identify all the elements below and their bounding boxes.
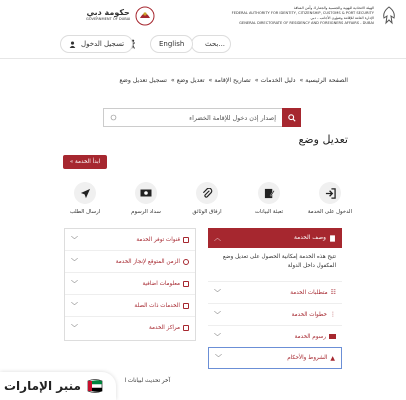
accordion-label: خطوات الخدمة — [291, 311, 327, 318]
step-label: ارسال الطلب — [69, 209, 101, 215]
accordion-fees[interactable] — [208, 325, 342, 347]
header-divider — [0, 58, 406, 59]
accordion-service-centers[interactable] — [65, 317, 195, 339]
accordion-label: مراكز الخدمة — [149, 325, 180, 331]
dubai-gov-logo[interactable] — [86, 4, 156, 28]
accordion-related-services[interactable] — [65, 295, 195, 317]
chevron-down-icon: ﹀ — [215, 354, 222, 362]
last-update-text: آخر تحديث لبيانات ا — [124, 378, 170, 384]
step-submit — [62, 182, 108, 215]
authority-line: FEDERAL AUTHORITY FOR IDENTITY, CITIZENSHIP, CUSTOMS & PORT SECURITY — [231, 11, 374, 15]
authority-line: الإدارة العامة للإقامة وشؤون الأجانب - دبي — [310, 16, 374, 20]
search-button[interactable] — [282, 108, 301, 127]
service-search — [103, 108, 301, 127]
accordion-additional-info[interactable] — [65, 273, 195, 295]
search-loading-icon — [110, 114, 117, 121]
chevron-down-icon: ﹀ — [214, 310, 221, 319]
language-pill[interactable] — [150, 34, 193, 54]
service-description-panel — [208, 228, 342, 373]
send-icon — [80, 188, 91, 199]
step-label: تعبئة البيانات — [254, 209, 284, 215]
search-pill[interactable] — [191, 34, 231, 54]
service-steps — [60, 182, 353, 222]
paperclip-icon — [202, 188, 213, 199]
device-icon — [183, 237, 189, 243]
building-icon — [183, 325, 189, 331]
step-login — [307, 182, 353, 215]
accordion-label: الخدمات ذات الصلة — [134, 302, 180, 309]
language-label: English — [159, 40, 185, 48]
list-icon: ☷ — [330, 289, 336, 296]
uae-flag-logo-icon — [86, 377, 104, 395]
clock-icon — [183, 259, 189, 265]
authority-line: الهيئة الاتحادية للهوية والجنسية والجمارك وأمن المنافذ — [293, 6, 374, 10]
service-description-text: تتيح هذه الخدمة إمكانية الحصول على تعديل وضع المكفول داخل الدولة — [222, 254, 336, 269]
header — [0, 0, 406, 30]
related-services-icon — [183, 303, 189, 309]
chevron-down-icon: ﹀ — [71, 235, 78, 244]
step-attach — [184, 182, 230, 215]
footsteps-icon: ⋮ — [330, 311, 336, 318]
authority-name — [224, 6, 374, 26]
accordion-label: وصف الخدمة — [294, 235, 326, 241]
authority-logo[interactable] — [224, 4, 400, 28]
service-search-input[interactable] — [103, 108, 282, 127]
search-icon — [288, 114, 296, 122]
step-label: سداد الرسوم — [131, 209, 161, 215]
start-service-button[interactable]: ابدأ الخدمة » — [63, 155, 107, 169]
accordion-duration[interactable] — [65, 251, 195, 273]
edit-form-icon — [264, 188, 275, 199]
gov-name-en: GOVERNMENT OF DUBAI — [86, 17, 131, 21]
money-icon — [329, 334, 336, 339]
user-icon — [69, 41, 76, 48]
step-payment — [123, 182, 169, 215]
falcon-emblem-icon — [378, 5, 400, 27]
breadcrumb-current: تسجيل تعديل وضع — [119, 77, 167, 84]
authority-line: GENERAL DIRECTORATE OF RESIDENCY AND FOREIGNERS AFFAIRS - DUBAI — [239, 21, 374, 25]
watermark-text: منبر الإمارات — [4, 379, 81, 393]
page-title: تعديل وضع — [298, 133, 348, 146]
breadcrumb: الصفحة الرئيسية» دليل الخدمات» تصاريح الإقامة» تعديل وضع» تسجيل تعديل وضع — [119, 77, 348, 84]
breadcrumb-services[interactable]: دليل الخدمات — [260, 77, 296, 84]
money-icon — [140, 188, 152, 198]
breadcrumb-home[interactable]: الصفحة الرئيسية — [305, 77, 348, 84]
chevron-down-icon: ﹀ — [214, 332, 221, 341]
accordion-requirements[interactable] — [208, 281, 342, 303]
chevron-down-icon: ﹀ — [71, 324, 78, 332]
watermark — [0, 372, 116, 400]
breadcrumb-residency[interactable]: تصاريح الإقامة — [214, 77, 251, 84]
accordion-steps[interactable] — [208, 303, 342, 325]
login-icon — [325, 188, 336, 199]
info-icon — [183, 281, 189, 287]
search-label: بحث... — [205, 40, 226, 48]
chevron-down-icon: ﹀ — [71, 301, 78, 310]
accordion-description-header[interactable] — [208, 228, 342, 248]
warning-icon: ▲ — [330, 354, 335, 362]
accordion-channels[interactable] — [65, 229, 195, 251]
chevron-up-icon: ︿ — [214, 234, 221, 242]
accordion-label: الزمن المتوقع لإنجاز الخدمة — [115, 258, 180, 265]
accordion-label: الشروط والأحكام — [287, 355, 328, 361]
accordion-terms[interactable] — [208, 347, 342, 369]
step-fill-data — [246, 182, 292, 215]
accordion-label: معلومات اضافية — [142, 280, 180, 287]
chevron-down-icon: ﹀ — [71, 257, 78, 266]
accordion-label: متطلبات الخدمة — [290, 289, 328, 296]
login-label: تسجيل الدخول — [81, 40, 125, 48]
login-pill[interactable] — [60, 34, 133, 54]
search-placeholder: إصدار إذن دخول للإقامة الخضراء — [189, 113, 276, 122]
chevron-down-icon: ﹀ — [71, 279, 78, 288]
accordion-label: قنوات توفر الخدمة — [136, 236, 180, 243]
chevron-down-icon: ﹀ — [214, 288, 221, 297]
step-label: ارفاق الوثائق — [192, 209, 222, 215]
gov-name-ar: حكومة دبي — [86, 8, 130, 17]
document-icon — [329, 235, 336, 242]
step-label: الدخول على الخدمة — [307, 209, 353, 215]
dubai-emblem-icon — [134, 5, 156, 27]
service-info-panel — [64, 228, 196, 341]
breadcrumb-status-change[interactable]: تعديل وضع — [176, 77, 205, 84]
accordion-label: رسوم الخدمة — [294, 333, 326, 340]
